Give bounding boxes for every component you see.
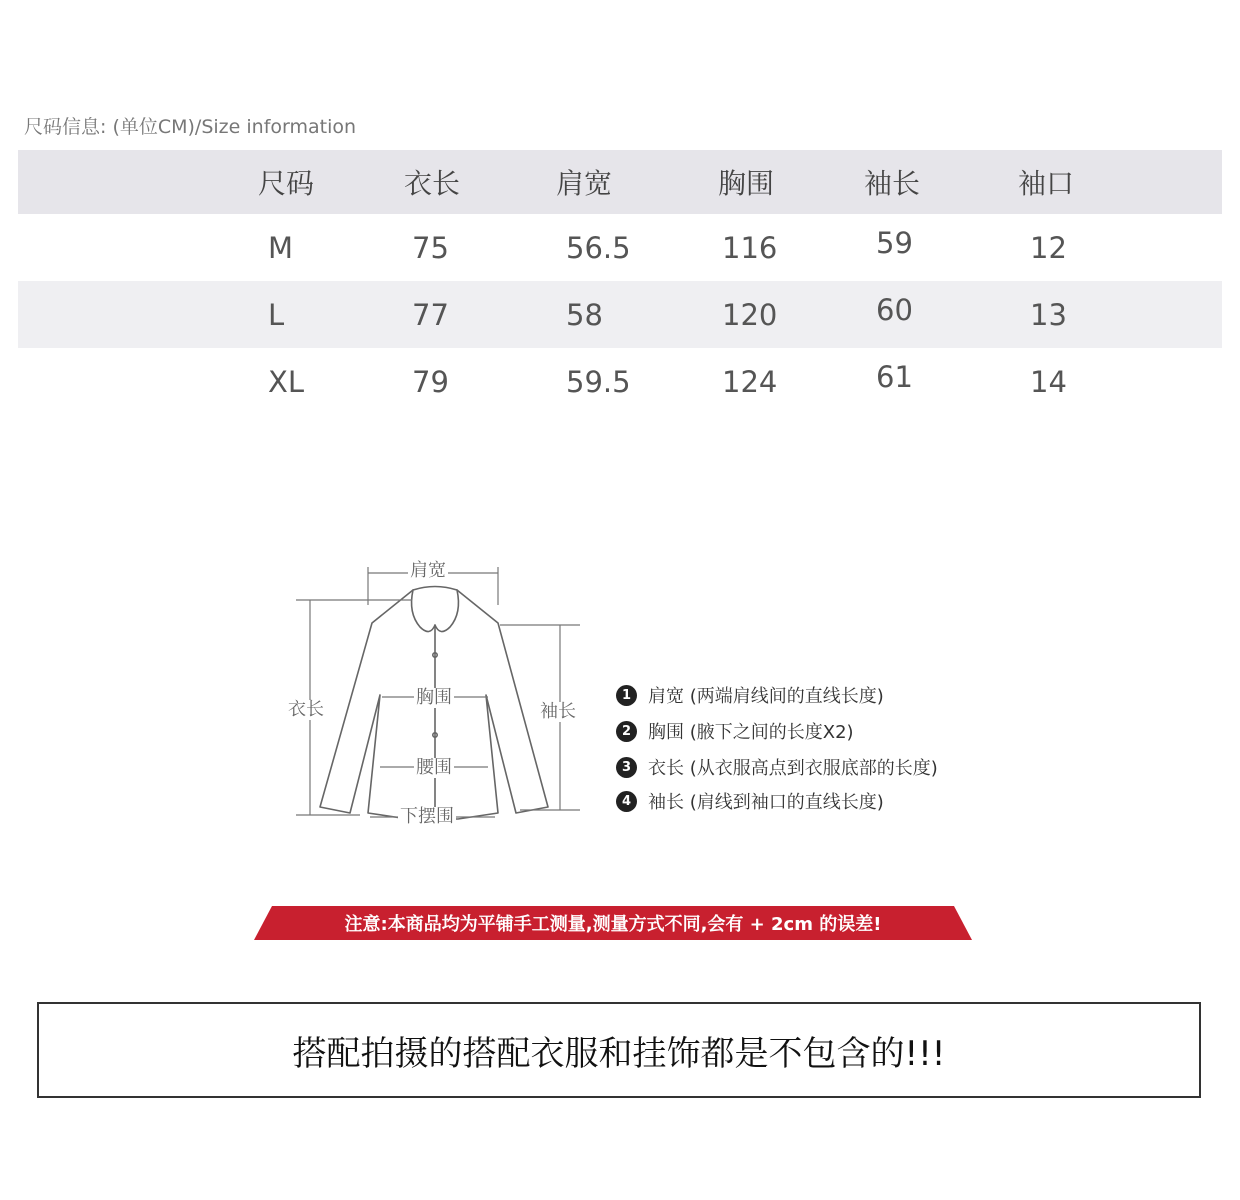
legend-item xyxy=(616,718,854,744)
legend-text: 衣长 (从衣服高点到衣服底部的长度) xyxy=(648,758,938,779)
table-row xyxy=(18,214,1222,281)
table-cell: 77 xyxy=(412,297,449,332)
disclaimer-text: 搭配拍摄的搭配衣服和挂饰都是不包含的!!! xyxy=(292,1033,946,1074)
waist-label: 腰围 xyxy=(416,757,452,778)
table-cell: 58 xyxy=(566,297,603,332)
sleeve-label: 袖长 xyxy=(540,701,576,722)
table-cell: 59 xyxy=(876,225,913,260)
table-cell: 59.5 xyxy=(566,364,631,399)
size-table xyxy=(18,150,1222,415)
table-cell: M xyxy=(268,230,294,265)
number-1-icon: 1 xyxy=(616,685,637,706)
hem-label: 下摆围 xyxy=(400,806,454,827)
table-cell: 60 xyxy=(876,292,913,327)
table-cell: 61 xyxy=(876,359,913,394)
number-2-icon: 2 xyxy=(616,721,637,742)
header-cell-sleeve: 袖长 xyxy=(864,167,921,200)
table-cell: 116 xyxy=(722,230,778,265)
header-cell-size: 尺码 xyxy=(258,167,315,200)
table-cell: 124 xyxy=(722,364,778,399)
table-cell: 79 xyxy=(412,364,449,399)
number-4-icon: 4 xyxy=(616,791,637,812)
size-info-title: 尺码信息: (单位CM)/Size information xyxy=(24,116,357,138)
table-cell: 14 xyxy=(1030,364,1067,399)
table-cell: 13 xyxy=(1030,297,1067,332)
garment-measurement-diagram xyxy=(280,545,590,845)
table-cell: L xyxy=(268,297,285,332)
length-label: 衣长 xyxy=(288,699,324,720)
legend-item xyxy=(616,682,884,708)
header-cell-chest: 胸围 xyxy=(718,167,775,200)
table-cell: 56.5 xyxy=(566,230,631,265)
chest-label: 胸围 xyxy=(416,687,452,708)
table-cell: 12 xyxy=(1030,230,1067,265)
table-row xyxy=(18,348,1222,415)
accessories-disclaimer xyxy=(37,1002,1201,1098)
table-cell: 75 xyxy=(412,230,449,265)
legend-text: 袖长 (肩线到袖口的直线长度) xyxy=(648,792,884,813)
measurement-notice-banner xyxy=(254,906,972,940)
number-3-icon: 3 xyxy=(616,757,637,778)
legend-item xyxy=(616,754,938,780)
legend-item xyxy=(616,788,884,814)
header-cell-cuff: 袖口 xyxy=(1018,167,1075,200)
shoulder-label: 肩宽 xyxy=(410,560,446,581)
table-cell: 120 xyxy=(722,297,778,332)
header-cell-shoulder: 肩宽 xyxy=(556,167,613,200)
header-cell-length: 衣长 xyxy=(404,167,461,200)
legend-text: 胸围 (腋下之间的长度X2) xyxy=(648,722,854,743)
notice-text: 注意:本商品均为平铺手工测量,测量方式不同,会有 + 2cm 的误差! xyxy=(344,914,882,935)
legend-text: 肩宽 (两端肩线间的直线长度) xyxy=(648,686,884,707)
table-row xyxy=(18,281,1222,348)
table-cell: XL xyxy=(268,364,305,399)
table-header-row xyxy=(18,150,1222,214)
